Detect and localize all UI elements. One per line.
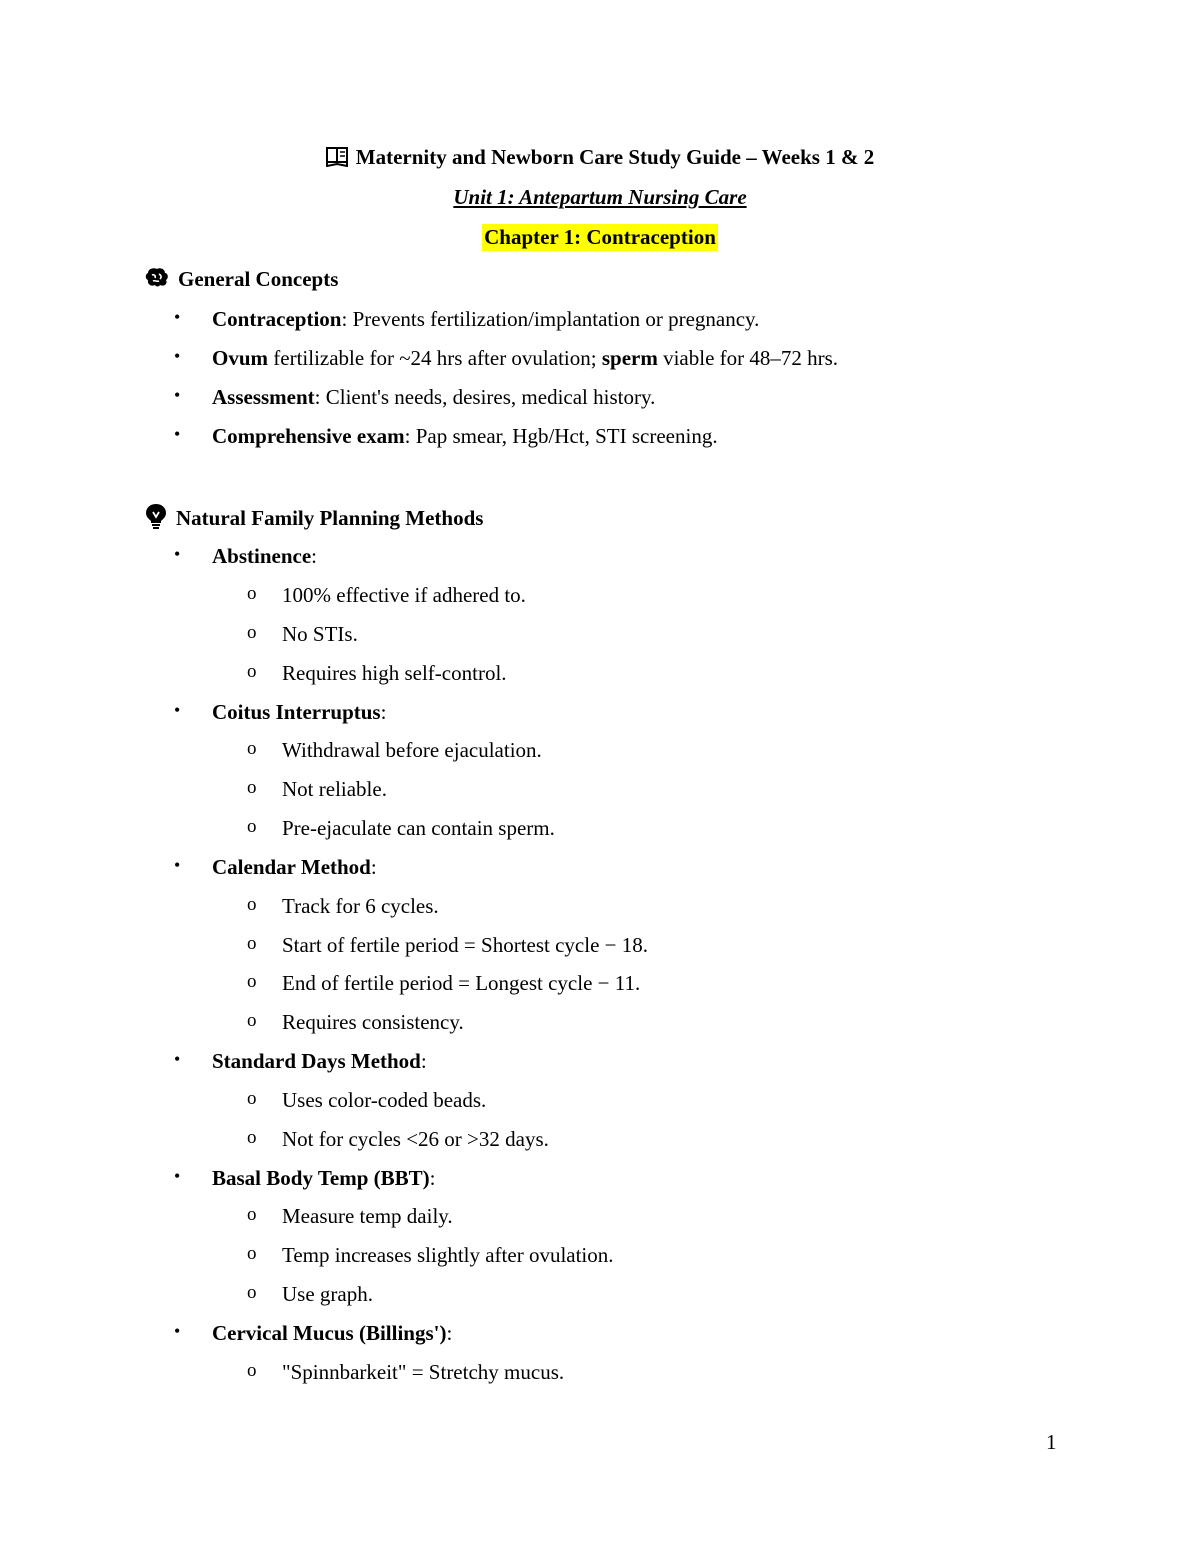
method-point: Pre-ejaculate can contain sperm.: [282, 816, 555, 840]
method-point: Track for 6 cycles.: [282, 894, 439, 918]
document-title-text: Maternity and Newborn Care Study Guide – Weeks 1 & 2: [355, 145, 875, 169]
bullet-marker: •: [174, 544, 181, 564]
bullet-marker: •: [174, 307, 181, 327]
sub-bullet-marker: o: [247, 661, 257, 682]
definition: : Client's needs, desires, medical history.: [314, 385, 656, 409]
page-number: 1: [1046, 1430, 1057, 1454]
sub-bullet-marker: o: [247, 894, 257, 915]
chapter-heading: [0, 225, 1200, 250]
document-title: [0, 145, 1200, 173]
bullet-marker: •: [174, 1321, 181, 1341]
method-point: 100% effective if adhered to.: [282, 583, 526, 607]
sub-bullet-marker: o: [247, 1204, 257, 1225]
term: Ovum: [212, 346, 269, 370]
method-point: No STIs.: [282, 622, 358, 646]
method-name: Cervical Mucus (Billings'): [212, 1321, 447, 1345]
book-icon: [326, 147, 348, 173]
method-name: Abstinence: [212, 544, 312, 568]
sub-bullet-marker: o: [247, 971, 257, 992]
method-point: "Spinnbarkeit" = Stretchy mucus.: [282, 1360, 565, 1384]
term: Comprehensive exam: [212, 424, 405, 448]
method-name: Calendar Method: [212, 855, 371, 879]
bullet-marker: •: [174, 385, 181, 405]
sub-bullet-marker: o: [247, 1088, 257, 1109]
term: Assessment: [212, 385, 315, 409]
section-heading-natural-family-planning: [144, 503, 483, 535]
method-point: Measure temp daily.: [282, 1204, 453, 1228]
sub-bullet-marker: o: [247, 1127, 257, 1148]
sub-bullet-marker: o: [247, 738, 257, 759]
lightbulb-icon: [144, 503, 168, 535]
document-page: Maternity and Newborn Care Study Guide – Weeks 1 & 2 Unit 1: Antepartum Nursing Care Chapter 1: Contraception General Concepts • Contraception: Prevents fertilization/implantation or pregnancy. • Ovum fertilizable for ~24 hrs after ovulation; sperm viable for 48–72 hrs. • Assessment: Client's needs, desires, medical history. • Comprehensive exam: Pap smear, Hgb/Hct, STI screening. Natural Family Planning Methods • Abstinence: o 100% effective if adhered to. o No STIs. o Requires high self-control. • Coitus Interruptus: o Withdrawal before ejaculation. o Not reliable. o Pre-ejaculate can contain sperm. • Calendar Method: o Track for 6 cycles. o Start of fertile period = Shortest cycle − 18. o End of fertile period = Longest cycle − 11. o Requires consistency. • Standard Days Method: o Uses color-coded beads. o Not for cycles <26 or >32 days. • Basal Body Temp (BBT): o Measure temp daily. o Temp increases slightly after ovulation. o Use graph. • Cervical Mucus (Billings'): o "Spinnbarkeit" = Stretchy mucus. 1: [0, 0, 1200, 1553]
definition: : Pap smear, Hgb/Hct, STI screening.: [404, 424, 718, 448]
sub-bullet-marker: o: [247, 1360, 257, 1381]
definition: fertilizable for ~24 hrs after ovulation;: [268, 346, 602, 370]
method-point: Use graph.: [282, 1282, 373, 1306]
sub-bullet-marker: o: [247, 933, 257, 954]
bullet-marker: •: [174, 700, 181, 720]
sub-bullet-marker: o: [247, 1010, 257, 1031]
sub-bullet-marker: o: [247, 622, 257, 643]
method-name: Standard Days Method: [212, 1049, 421, 1073]
chapter-heading-text: Chapter 1: Contraception: [484, 225, 716, 249]
method-point: Not for cycles <26 or >32 days.: [282, 1127, 549, 1151]
method-point: Withdrawal before ejaculation.: [282, 738, 542, 762]
definition: : Prevents fertilization/implantation or pregnancy.: [341, 307, 760, 331]
sub-bullet-marker: o: [247, 583, 257, 604]
unit-heading: Unit 1: Antepartum Nursing Care: [453, 185, 747, 209]
sub-bullet-marker: o: [247, 816, 257, 837]
method-point: Uses color-coded beads.: [282, 1088, 487, 1112]
bullet-marker: •: [174, 424, 181, 444]
definition: viable for 48–72 hrs.: [657, 346, 839, 370]
brain-icon: [144, 266, 170, 296]
sub-bullet-marker: o: [247, 777, 257, 798]
section-heading-general-concepts: [144, 266, 338, 296]
method-point: Requires high self-control.: [282, 661, 507, 685]
method-point: Start of fertile period = Shortest cycle − 18.: [282, 933, 649, 957]
method-point: Not reliable.: [282, 777, 387, 801]
bullet-marker: •: [174, 1049, 181, 1069]
section-heading-text: Natural Family Planning Methods: [176, 506, 484, 530]
method-point: Temp increases slightly after ovulation.: [282, 1243, 614, 1267]
bullet-marker: •: [174, 346, 181, 366]
sub-bullet-marker: o: [247, 1243, 257, 1264]
bullet-marker: •: [174, 855, 181, 875]
method-point: Requires consistency.: [282, 1010, 464, 1034]
term: sperm: [601, 346, 658, 370]
method-name: Coitus Interruptus: [212, 700, 381, 724]
sub-bullet-marker: o: [247, 1282, 257, 1303]
term: Contraception: [212, 307, 342, 331]
bullet-marker: •: [174, 1166, 181, 1186]
method-point: End of fertile period = Longest cycle − 11.: [282, 971, 641, 995]
method-name: Basal Body Temp (BBT): [212, 1166, 430, 1190]
section-heading-text: General Concepts: [178, 267, 339, 291]
